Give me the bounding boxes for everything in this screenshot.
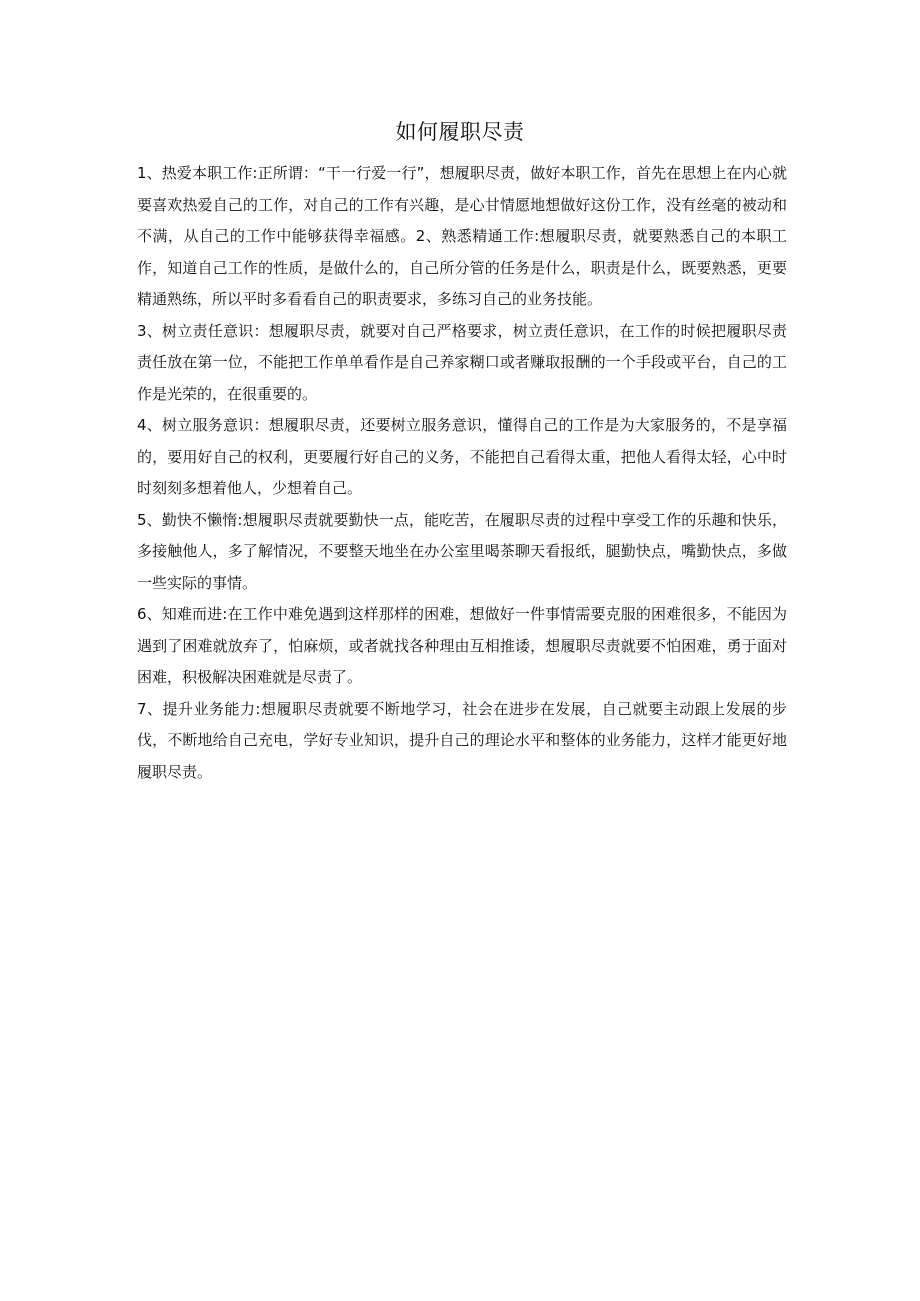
paragraph-7: 7、提升业务能力:想履职尽责就要不断地学习，社会在进步在发展，自己就要主动跟上发展的步伐，不断地给自己充电，学好专业知识，提升自己的理论水平和整体的业务能力，这样才能更好地履职尽责。 <box>137 699 787 781</box>
paragraph-4: 4、树立服务意识：想履职尽责，还要树立服务意识，懂得自己的工作是为大家服务的，不是享福的，要用好自己的权利，更要履行好自己的义务，不能把自己看得太重，把他人看得太轻，心中时时刻刻多想着他人，少想着自己。 <box>137 416 787 497</box>
paragraph-1-2: 1、热爱本职工作:正所谓：“干一行爱一行”，想履职尽责，做好本职工作，首先在思想上在内心就要喜欢热爱自己的工作，对自己的工作有兴趣，是心甘情愿地想做好这份工作，没有丝毫的被动和不满，从自己的工作中能够获得幸福感。2、熟悉精通工作:想履职尽责，就要熟悉自己的本职工作，知道自己工作的性质，是做什么的，自己所分管的任务是什么，职责是什么，既要熟悉，更要精通熟练，所以平时多看看自己的职责要求，多练习自己的业务技能。 <box>137 164 787 308</box>
paragraph-3: 3、树立责任意识：想履职尽责，就要对自己严格要求，树立责任意识，在工作的时候把履职尽责责任放在第一位，不能把工作单单看作是自己养家糊口或者赚取报酬的一个手段或平台，自己的工作是光荣的，在很重要的。 <box>137 321 787 403</box>
paragraph-5: 5、勤快不懒惰:想履职尽责就要勤快一点，能吃苦，在履职尽责的过程中享受工作的乐趣和快乐，多接触他人，多了解情况，不要整天地坐在办公室里喝茶聊天看报纸，腿勤快点，嘴勤快点，多做一些实际的事情。 <box>137 510 787 592</box>
document-title: 如何履职尽责 <box>395 120 525 144</box>
document-body <box>137 158 787 788</box>
paragraph-6: 6、知难而进:在工作中难免遇到这样那样的困难，想做好一件事情需要克服的困难很多，不能因为遇到了困难就放弃了，怕麻烦，或者就找各种理由互相推诿，想履职尽责就要不怕困难，勇于面对困难，积极解决困难就是尽责了。 <box>137 605 787 686</box>
